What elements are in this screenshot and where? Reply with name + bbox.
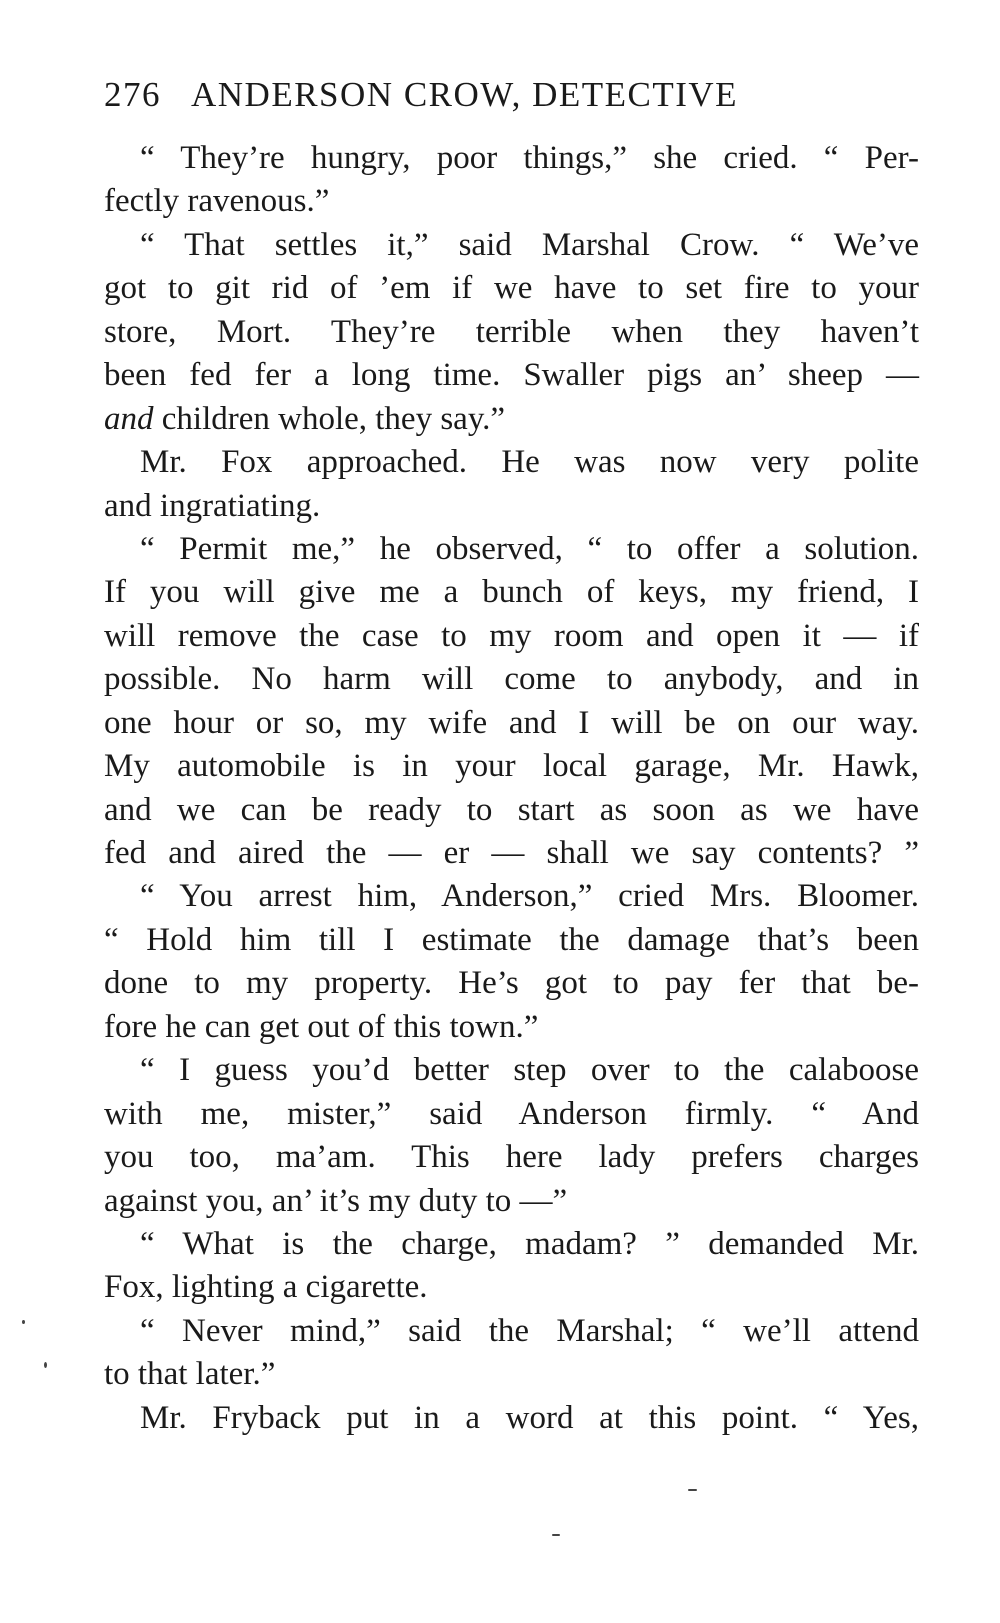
text-line: fed and aired the — er — shall we say contents? ”	[104, 835, 919, 871]
text-line: “ Permit me,” he observed, “ to offer a solution.	[140, 530, 919, 567]
text-line: been fed fer a long time. Swaller pigs an’ sheep —	[104, 357, 919, 394]
text-line: If you will give me a bunch of keys, my friend, I	[104, 574, 919, 611]
text-line: will remove the case to my room and open it — if	[104, 617, 919, 654]
page-number: 276	[104, 75, 161, 114]
running-head	[104, 70, 924, 120]
text-line: to that later.”	[104, 1356, 276, 1393]
body-text	[104, 137, 919, 1440]
text-line: fectly ravenous.”	[104, 183, 330, 220]
text-line: done to my property. He’s got to pay fer that be-	[104, 965, 919, 1002]
text-line: Mr. Fox approached. He was now very polite	[140, 444, 919, 481]
scan-speck	[22, 1320, 25, 1324]
text-line: “ Hold him till I estimate the damage that’s been	[104, 921, 919, 958]
text-line: “ What is the charge, madam? ” demanded Mr.	[140, 1225, 919, 1262]
scan-speck	[44, 1362, 47, 1368]
scan-speck	[688, 1489, 697, 1491]
line-text: children whole, they say.”	[153, 400, 506, 437]
text-line: “ I guess you’d better step over to the calaboose	[140, 1052, 919, 1089]
text-line: and we can be ready to start as soon as we have	[104, 791, 919, 828]
text-line: one hour or so, my wife and I will be on our way.	[104, 704, 919, 741]
text-line: got to git rid of ’em if we have to set fire to your	[104, 270, 919, 307]
text-line: “ You arrest him, Anderson,” cried Mrs. Bloomer.	[140, 878, 919, 915]
text-line: and ingratiating.	[104, 487, 321, 524]
text-line: Mr. Fryback put in a word at this point. “ Yes,	[140, 1399, 919, 1436]
text-line: “ Never mind,” said the Marshal; “ we’ll attend	[140, 1312, 919, 1349]
text-line: with me, mister,” said Anderson firmly. “ And	[104, 1095, 919, 1132]
text-line: you too, ma’am. This here lady prefers charges	[104, 1139, 919, 1176]
text-line: possible. No harm will come to anybody, and in	[104, 661, 919, 698]
text-line: against you, an’ it’s my duty to —”	[104, 1182, 568, 1219]
running-title: ANDERSON CROW, DETECTIVE	[191, 75, 739, 114]
text-line: “ They’re hungry, poor things,” she cried. “ Per-	[140, 140, 919, 176]
text-line: store, Mort. They’re terrible when they haven’t	[104, 313, 919, 350]
text-line: “ That settles it,” said Marshal Crow. “ We’ve	[140, 226, 919, 263]
scan-speck	[552, 1534, 560, 1536]
text-line: My automobile is in your local garage, Mr. Hawk,	[104, 748, 919, 785]
italic-word: and	[104, 400, 154, 437]
text-line: fore he can get out of this town.”	[104, 1008, 539, 1045]
text-line: Fox, lighting a cigarette.	[104, 1269, 428, 1306]
text-line	[104, 398, 919, 441]
